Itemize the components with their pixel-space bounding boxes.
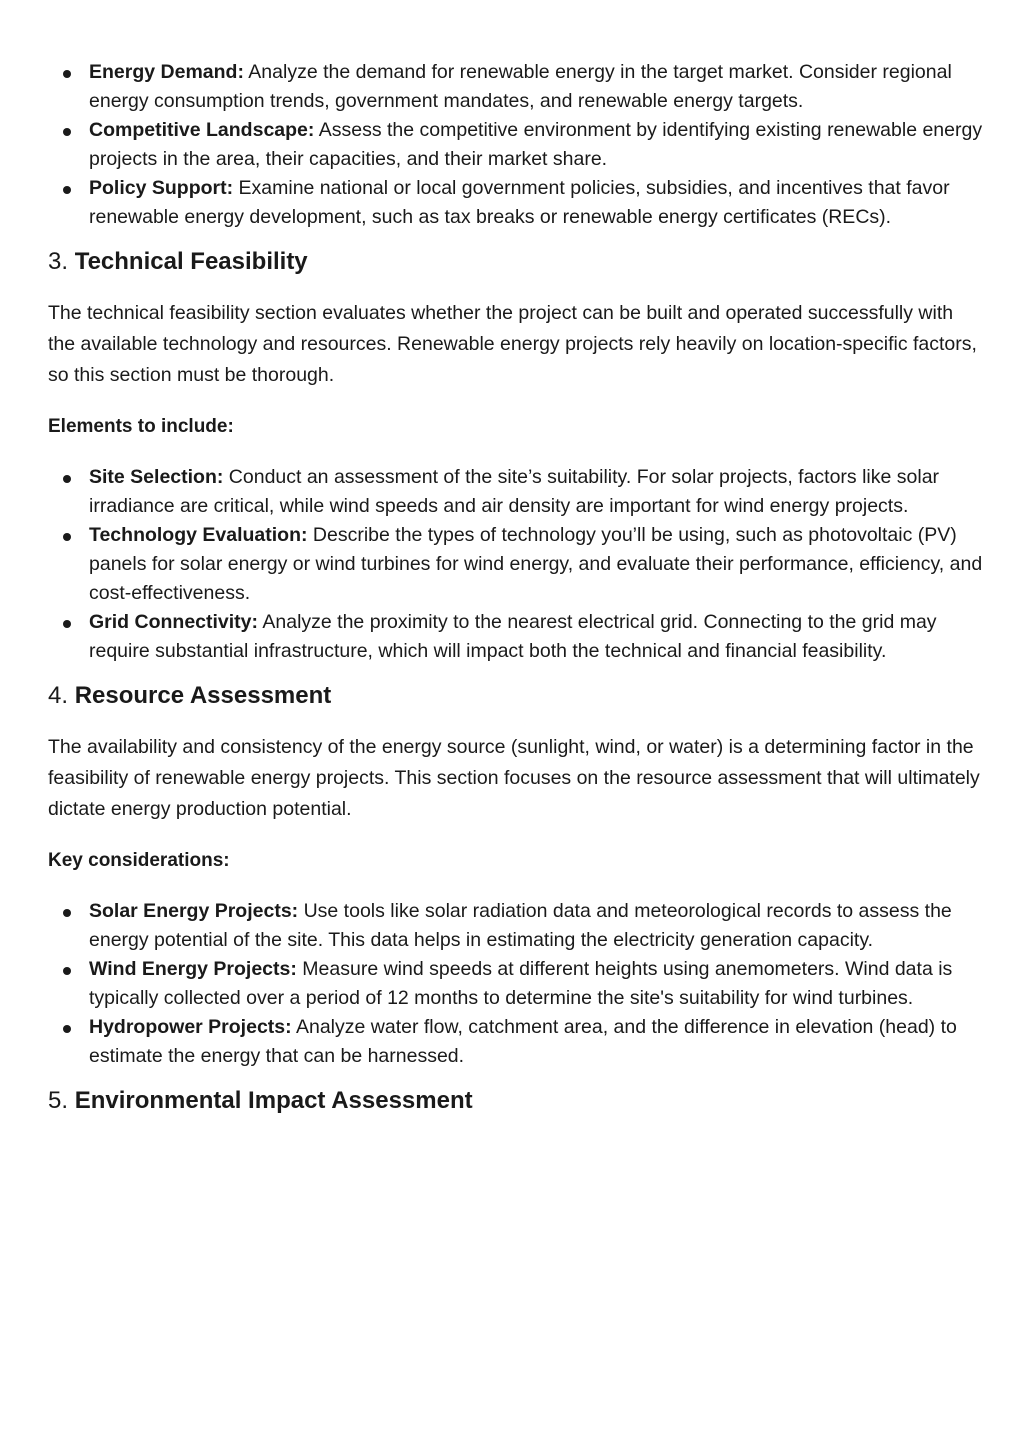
list-item-term: Site Selection: — [89, 466, 224, 488]
document-page — [48, 58, 983, 1117]
key-considerations-label: Key considerations: — [48, 850, 230, 871]
section-number: 5. — [48, 1087, 69, 1114]
list-item-text: Analyze the proximity to the nearest electrical grid. Connecting to the grid may require substantial infrastructure, which will impact both the technical and financial feasibility. — [89, 611, 937, 662]
section-heading-environmental-impact — [48, 1085, 983, 1117]
list-item — [48, 463, 983, 521]
list-item-text: Analyze water flow, catchment area, and the difference in elevation (head) to estimate the energy that can be harnessed. — [89, 1016, 957, 1067]
technical-elements-list — [48, 463, 983, 666]
list-item — [48, 521, 983, 608]
list-item-text: Describe the types of technology you’ll be using, such as photovoltaic (PV) panels for solar energy or wind turbines for wind energy, and evaluate their performance, efficiency, and cost-effectiveness. — [89, 524, 983, 604]
list-item-text: Measure wind speeds at different heights using anemometers. Wind data is typically collected over a period of 12 months to determine the site's suitability for wind turbines. — [89, 958, 953, 1009]
list-item-text: Assess the competitive environment by identifying existing renewable energy projects in the area, their capacities, and their market share. — [89, 119, 983, 170]
list-item-term: Energy Demand: — [89, 61, 244, 83]
list-item-term: Technology Evaluation: — [89, 524, 308, 546]
list-item — [48, 174, 983, 232]
market-analysis-list — [48, 58, 983, 232]
section-heading-resource-assessment — [48, 680, 983, 712]
list-item-text: Conduct an assessment of the site’s suitability. For solar projects, factors like solar irradiance are critical, while wind speeds and air density are important for wind energy projects. — [89, 466, 940, 517]
technical-feasibility-paragraph: The technical feasibility section evaluates whether the project can be built and operated successfully with the available technology and resources. Renewable energy projects rely heavily on location-specific factors, so this section must be thorough. — [48, 302, 977, 386]
resource-assessment-paragraph: The availability and consistency of the energy source (sunlight, wind, or water) is a determining factor in the feasibility of renewable energy projects. This section focuses on the resource assessment that will ultimately dictate energy production potential. — [48, 736, 980, 820]
list-item-term: Competitive Landscape: — [89, 119, 315, 141]
section-title: Resource Assessment — [74, 682, 332, 709]
section-heading-technical-feasibility — [48, 246, 983, 278]
list-item — [48, 58, 983, 116]
section-number: 4. — [48, 682, 69, 709]
section-number: 3. — [48, 248, 69, 275]
section-title: Technical Feasibility — [74, 248, 308, 275]
list-item-term: Solar Energy Projects: — [89, 900, 299, 922]
list-item-text: Use tools like solar radiation data and meteorological records to assess the energy potential of the site. This data helps in estimating the electricity generation capacity. — [89, 900, 952, 951]
list-item — [48, 116, 983, 174]
list-item-term: Policy Support: — [89, 177, 234, 199]
list-item — [48, 608, 983, 666]
list-item-term: Wind Energy Projects: — [89, 958, 297, 980]
list-item-term: Grid Connectivity: — [89, 611, 259, 633]
list-item-term: Hydropower Projects: — [89, 1016, 292, 1038]
list-item — [48, 955, 983, 1013]
resource-considerations-list — [48, 897, 983, 1071]
section-title: Environmental Impact Assessment — [74, 1087, 473, 1114]
list-item — [48, 897, 983, 955]
list-item-text: Examine national or local government policies, subsidies, and incentives that favor renewable energy development, such as tax breaks or renewable energy certificates (RECs). — [89, 177, 950, 228]
elements-to-include-label: Elements to include: — [48, 416, 234, 437]
list-item — [48, 1013, 983, 1071]
list-item-text: Analyze the demand for renewable energy in the target market. Consider regional energy consumption trends, government mandates, and renewable energy targets. — [89, 61, 952, 112]
